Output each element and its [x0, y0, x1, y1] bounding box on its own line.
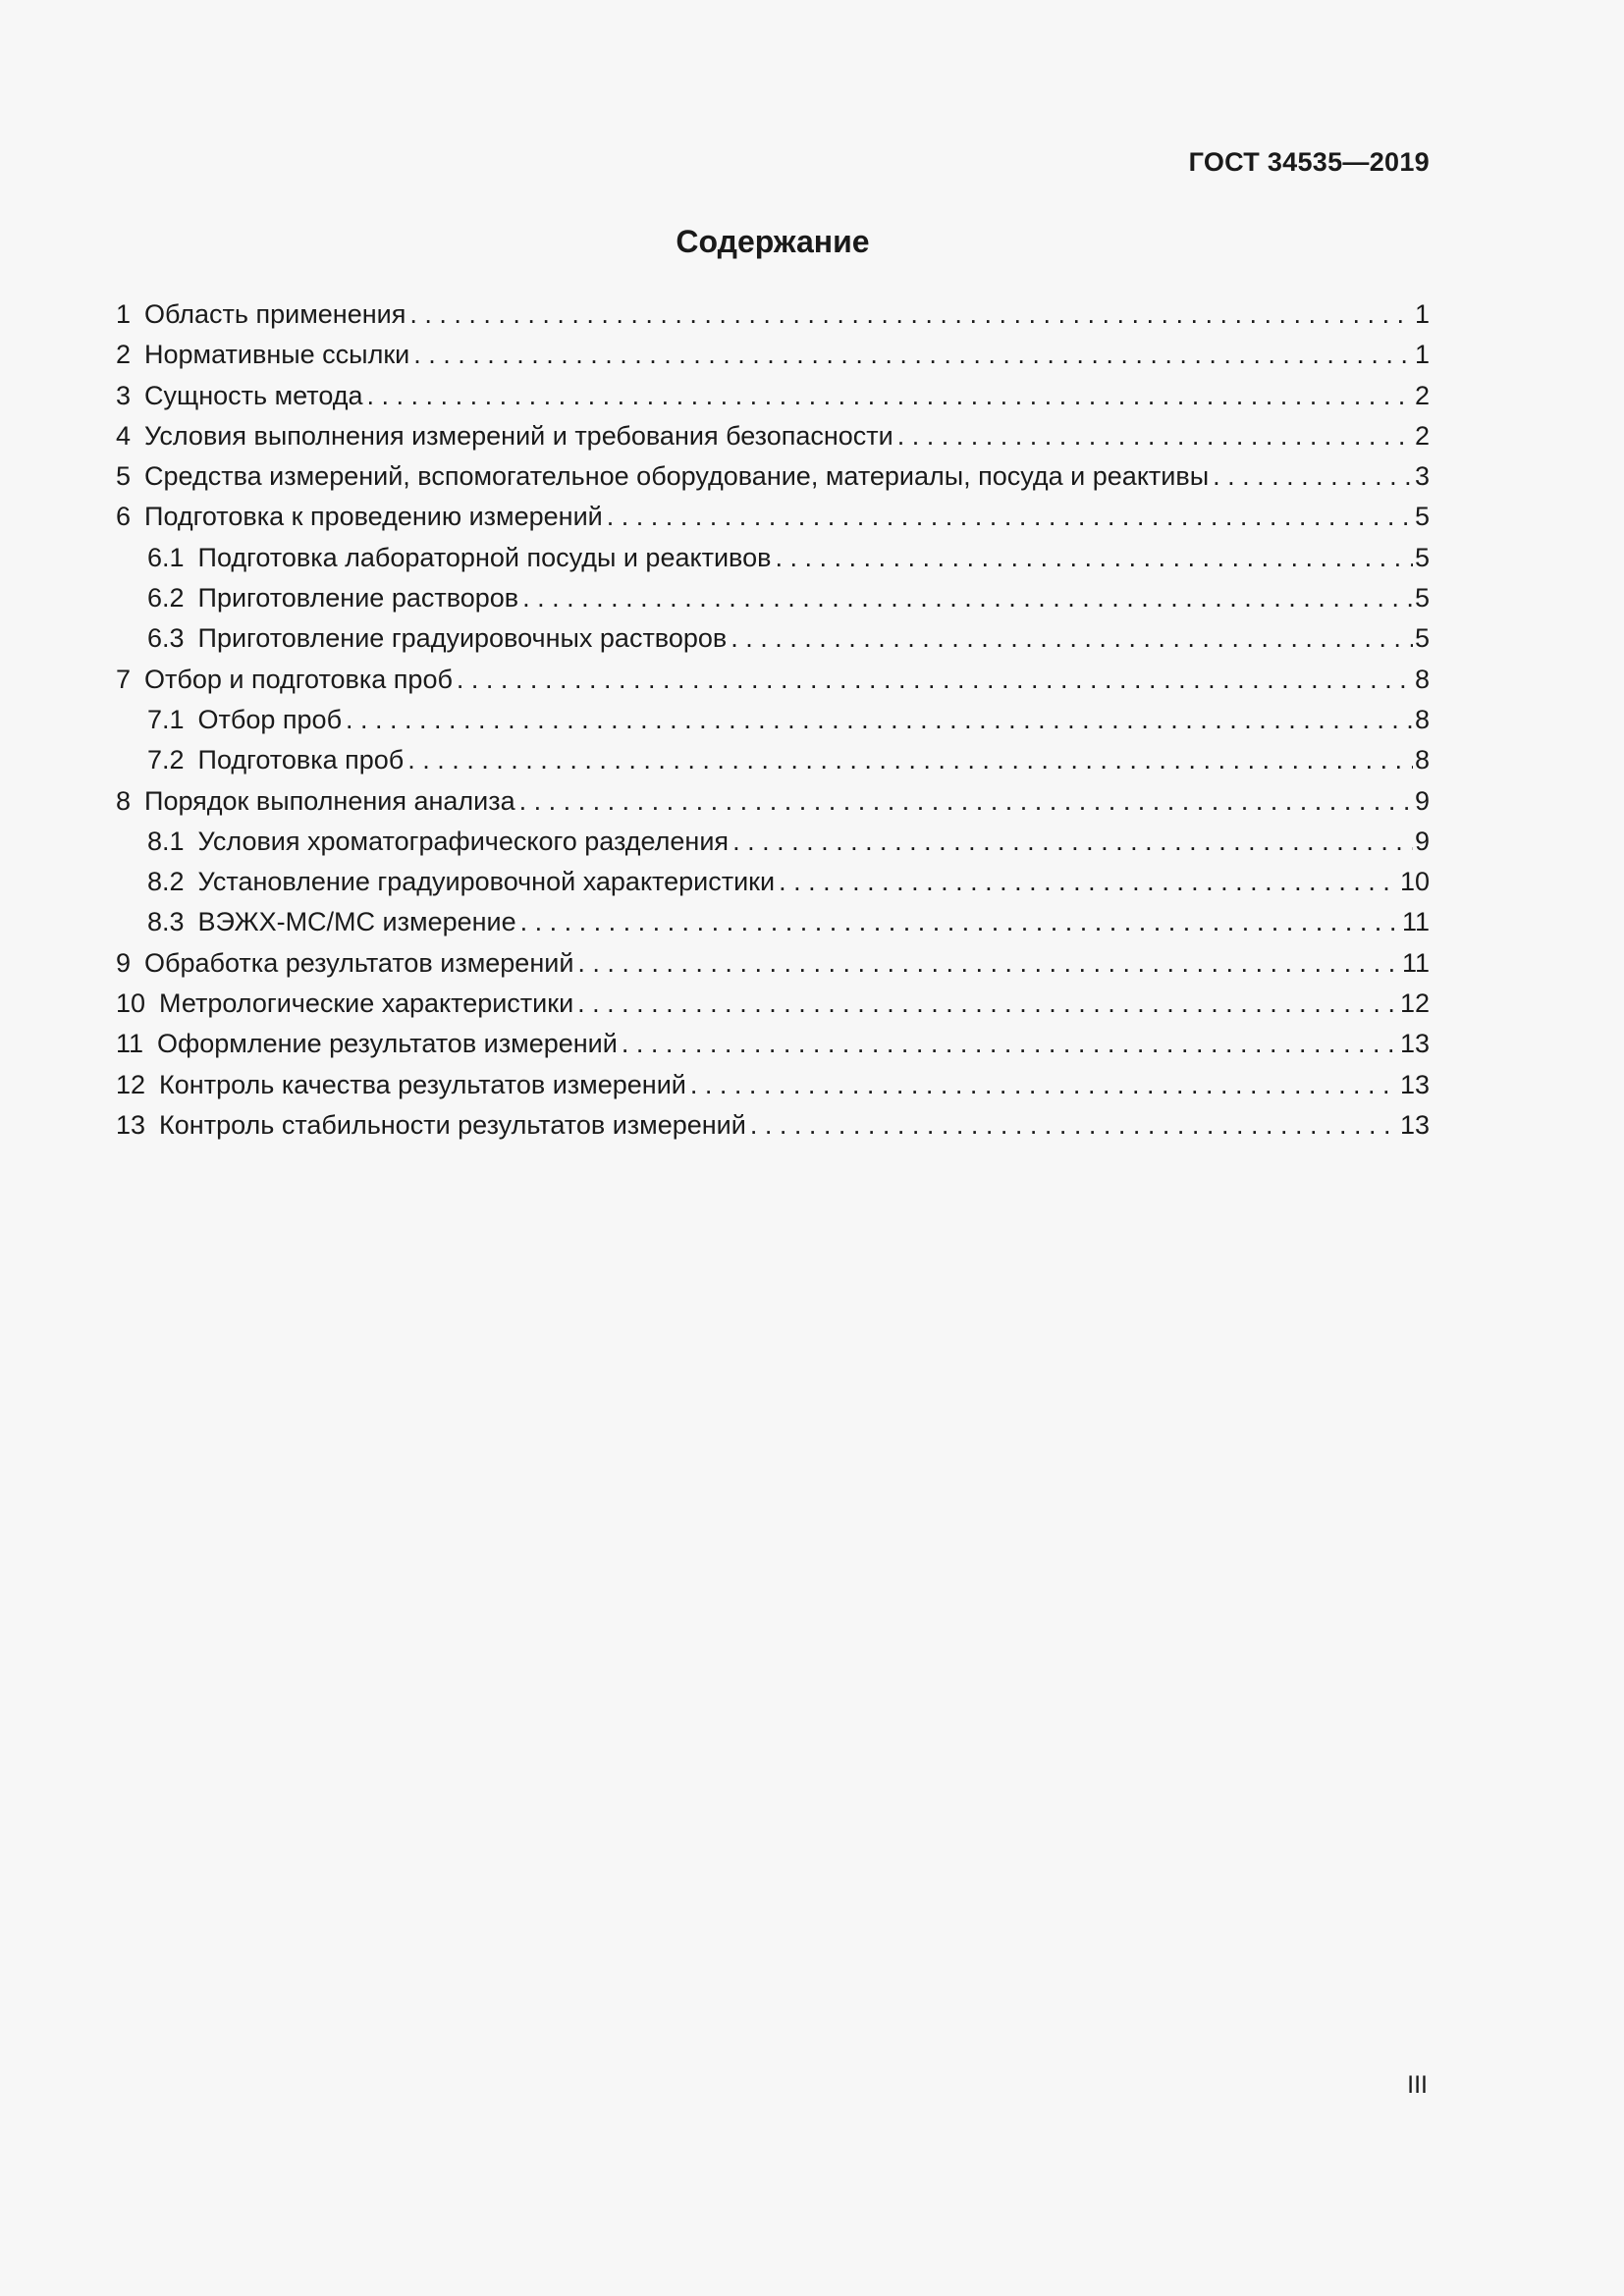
toc-entry-page: 5: [1414, 542, 1430, 572]
toc-entry-label: Условия хроматографического разделения: [197, 826, 730, 856]
toc-entry-label: Условия выполнения измерений и требования безопасности: [144, 420, 893, 451]
toc-entry-number: 8: [116, 785, 132, 816]
toc-entry-page: 8: [1414, 745, 1430, 775]
toc-entry-number: 6.2: [147, 583, 185, 614]
toc-entry-page: 9: [1414, 785, 1430, 816]
toc-entry-page: 10: [1399, 867, 1430, 897]
toc-entry-page: 12: [1399, 988, 1430, 1019]
toc-entry[interactable]: [116, 497, 1430, 537]
toc-entry[interactable]: [116, 335, 1430, 375]
toc-entry-label: Отбор и подготовка проб: [144, 664, 453, 694]
toc-dot-leader: [622, 1024, 1398, 1064]
toc-dot-leader: [731, 618, 1413, 659]
toc-dot-leader: [413, 335, 1413, 375]
toc-dot-leader: [1213, 456, 1413, 497]
toc-entry-number: 5: [116, 461, 132, 492]
toc-entry-label: Подготовка проб: [197, 745, 405, 775]
toc-entry[interactable]: [116, 700, 1430, 740]
toc-entry[interactable]: [116, 822, 1430, 862]
toc-entry-number: 8.2: [147, 867, 185, 897]
toc-dot-leader: [897, 416, 1413, 456]
toc-entry[interactable]: [116, 740, 1430, 780]
toc-entry[interactable]: [116, 538, 1430, 578]
toc-entry-page: 2: [1414, 420, 1430, 451]
toc-dot-leader: [779, 862, 1398, 902]
toc-entry-label: Контроль качества результатов измерений: [159, 1069, 686, 1099]
toc-entry-label: Подготовка лабораторной посуды и реактивов: [197, 542, 772, 572]
toc-entry-number: 6.3: [147, 623, 185, 654]
toc-entry-number: 6.1: [147, 542, 185, 572]
toc-entry[interactable]: [116, 1065, 1430, 1105]
toc-dot-leader: [346, 700, 1413, 740]
toc-dot-leader: [577, 984, 1398, 1024]
toc-entry-page: 11: [1401, 907, 1430, 937]
toc-entry-page: 13: [1399, 1109, 1430, 1140]
toc-dot-leader: [367, 376, 1413, 416]
toc-entry-number: 8.1: [147, 826, 185, 856]
toc-entry[interactable]: [116, 902, 1430, 942]
toc-dot-leader: [577, 943, 1400, 984]
toc-entry[interactable]: [116, 294, 1430, 335]
toc-entry[interactable]: [116, 578, 1430, 618]
toc-dot-leader: [775, 538, 1413, 578]
toc-entry-label: Средства измерений, вспомогательное оборудование, материалы, посуда и реактивы: [144, 461, 1210, 492]
toc-entry-page: 2: [1414, 380, 1430, 410]
toc-entry-number: 4: [116, 420, 132, 451]
toc-dot-leader: [409, 294, 1413, 335]
toc-entry-page: 1: [1414, 340, 1430, 370]
toc-entry-number: 12: [116, 1069, 146, 1099]
toc-entry[interactable]: [116, 660, 1430, 700]
toc-dot-leader: [520, 902, 1400, 942]
toc-entry-page: 11: [1401, 947, 1430, 978]
toc-entry-number: 7.1: [147, 704, 185, 734]
toc-entry-label: Установление градуировочной характеристики: [197, 867, 776, 897]
toc-entry-number: 10: [116, 988, 146, 1019]
toc-entry-number: 8.3: [147, 907, 185, 937]
toc-entry[interactable]: [116, 618, 1430, 659]
toc-entry[interactable]: [116, 1024, 1430, 1064]
toc-entry-page: 8: [1414, 664, 1430, 694]
toc-entry[interactable]: [116, 862, 1430, 902]
toc-entry[interactable]: [116, 984, 1430, 1024]
toc-entry[interactable]: [116, 943, 1430, 984]
toc-entry-page: 5: [1414, 623, 1430, 654]
toc-entry-page: 1: [1414, 299, 1430, 329]
toc-entry-page: 5: [1414, 583, 1430, 614]
toc-entry-page: 8: [1414, 704, 1430, 734]
toc-entry-page: 13: [1399, 1069, 1430, 1099]
toc-dot-leader: [750, 1105, 1398, 1146]
toc-entry-number: 6: [116, 502, 132, 532]
page-number: III: [1407, 2071, 1428, 2099]
toc-dot-leader: [457, 660, 1413, 700]
toc-entry[interactable]: [116, 376, 1430, 416]
toc-entry-page: 9: [1414, 826, 1430, 856]
toc-entry-page: 5: [1414, 502, 1430, 532]
toc-entry[interactable]: [116, 416, 1430, 456]
toc-entry-number: 2: [116, 340, 132, 370]
toc-entry-number: 1: [116, 299, 132, 329]
toc-entry-number: 7.2: [147, 745, 185, 775]
toc-entry[interactable]: [116, 456, 1430, 497]
toc-entry-label: Метрологические характеристики: [159, 988, 574, 1019]
toc-entry-label: ВЭЖХ-МС/МС измерение: [197, 907, 516, 937]
toc-dot-leader: [690, 1065, 1398, 1105]
toc-dot-leader: [522, 578, 1413, 618]
toc-entry-page: 3: [1414, 461, 1430, 492]
toc-entry-label: Отбор проб: [197, 704, 343, 734]
toc-entry[interactable]: [116, 1105, 1430, 1146]
toc-dot-leader: [519, 781, 1413, 822]
toc-entry-number: 11: [116, 1029, 144, 1059]
toc-dot-leader: [607, 497, 1413, 537]
toc-entry-label: Подготовка к проведению измерений: [144, 502, 603, 532]
toc-entry-label: Приготовление растворов: [197, 583, 519, 614]
toc-entry-number: 9: [116, 947, 132, 978]
toc-dot-leader: [407, 740, 1413, 780]
toc-entry-page: 13: [1399, 1029, 1430, 1059]
table-of-contents: [116, 294, 1430, 1146]
document-code: ГОСТ 34535—2019: [1188, 147, 1430, 177]
toc-entry-number: 3: [116, 380, 132, 410]
toc-entry-label: Обработка результатов измерений: [144, 947, 574, 978]
toc-entry-label: Оформление результатов измерений: [157, 1029, 618, 1059]
toc-entry[interactable]: [116, 781, 1430, 822]
toc-entry-number: 7: [116, 664, 132, 694]
toc-dot-leader: [732, 822, 1413, 862]
toc-entry-label: Нормативные ссылки: [144, 340, 410, 370]
toc-entry-label: Область применения: [144, 299, 406, 329]
toc-entry-label: Порядок выполнения анализа: [144, 785, 515, 816]
toc-entry-label: Приготовление градуировочных растворов: [197, 623, 728, 654]
toc-title: Содержание: [676, 224, 870, 259]
toc-entry-number: 13: [116, 1109, 146, 1140]
toc-entry-label: Контроль стабильности результатов измерений: [159, 1109, 746, 1140]
toc-entry-label: Сущность метода: [144, 380, 363, 410]
